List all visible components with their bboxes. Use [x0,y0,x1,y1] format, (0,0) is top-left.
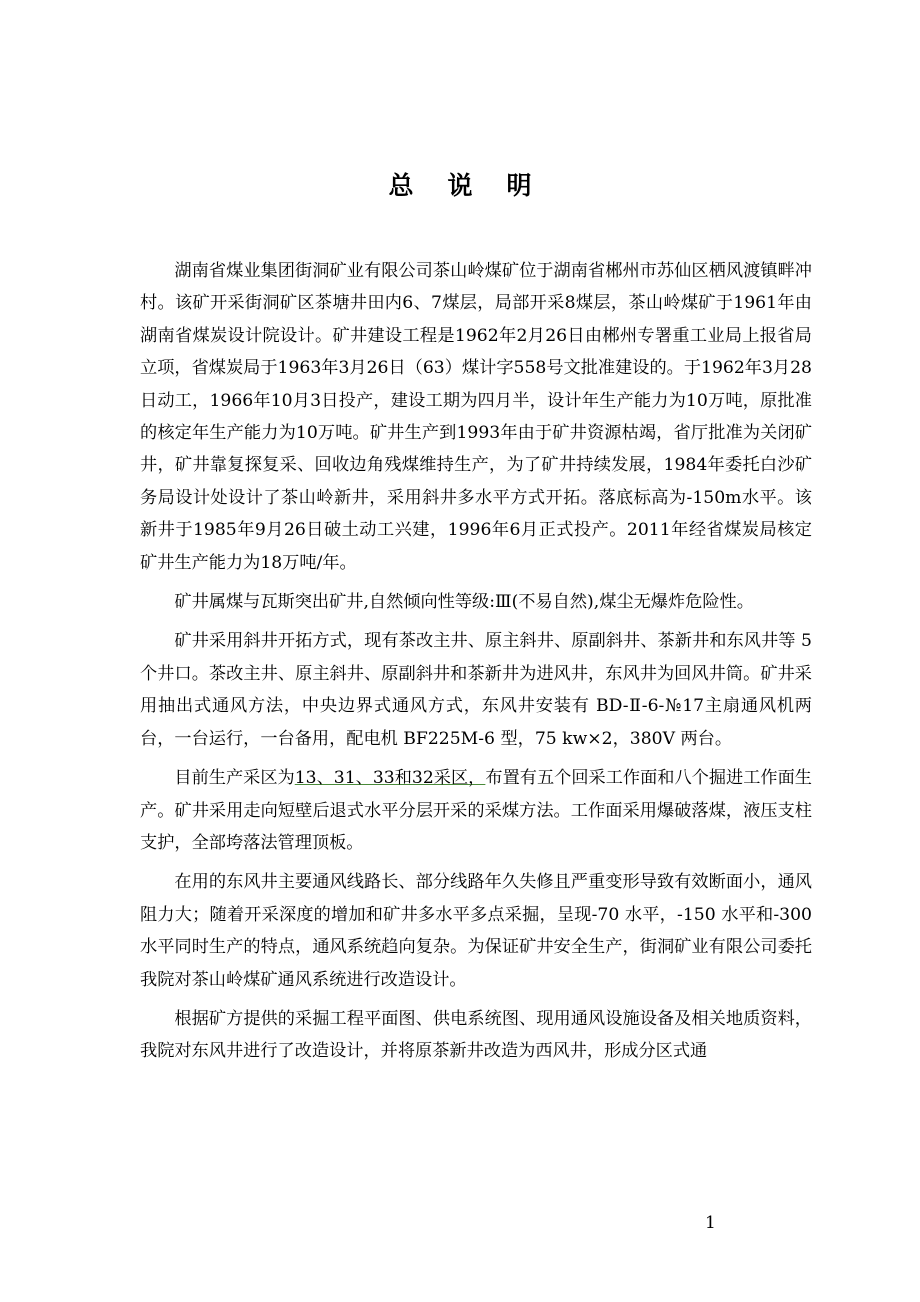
title-char-3: 明 [506,171,532,200]
title-char-1: 总 [388,171,414,200]
paragraph-ventilation-issues: 在用的东风井主要通风线路长、部分线路年久失修且严重变形导致有效断面小，通风阻力大；随着开采深度的增加和矿井多水平多点采掘，呈现-70 水平，-150 水平和-300 水平同时生产的特点，通风系统趋向复杂。为保证矿井安全生产，街洞矿业有限公司委托我院对茶山岭煤矿通风系统进行改造设计。 [140,872,812,990]
mining-areas-list: 13、31、33和32采区， [294,768,486,789]
paragraph-hazard-rating: 矿井属煤与瓦斯突出矿井,自然倾向性等级:Ⅲ(不易自然),煤尘无爆炸危险性。 [174,592,754,613]
title-char-2: 说 [447,171,473,200]
mining-areas-detail: 布置有五个回采工作面和八个掘进工作面生产。矿井采用走向短壁后退式水平分层开采的采煤方法。工作面采用爆破落煤，液压支柱支护，全部垮落法管理顶板。 [140,768,812,853]
paragraph-overview: 湖南省煤业集团街洞矿业有限公司茶山岭煤矿位于湖南省郴州市苏仙区栖风渡镇畔冲村。该矿开采街洞矿区茶塘井田内6、7煤层，局部开采8煤层，茶山岭煤矿于1961年由湖南省煤炭设计院设计。矿井建设工程是1962年2月26日由郴州专署重工业局上报省局立项，省煤炭局于1963年3月26日（63）煤计字558号文批准建设的。于1962年3月28日动工，1966年10月3日投产，建设工期为四月半，设计年生产能力为10万吨，原批准的核定年生产能力为10万吨。矿井生产到1993年由于矿井资源枯竭，省厅批准为关闭矿井，矿井靠复探复采、回收边角残煤维持生产，为了矿井持续发展，1984年委托白沙矿务局设计处设计了茶山岭新井，采用斜井多水平方式开拓。落底标高为-150m水平。该新井于1985年9月26日破土动工兴建，1996年6月正式投产。2011年经省煤炭局核定矿井生产能力为18万吨/年。 [140,261,812,573]
page-title [0,166,920,202]
page-number: 1 [705,1213,716,1233]
paragraph-development-method: 矿井采用斜井开拓方式，现有茶改主井、原主斜井、原副斜井、茶新井和东风井等 5 个井口。茶改主井、原主斜井、原副斜井和茶新井为进风井，东风井为回风井筒。矿井采用抽出式通风方法，中央边界式通风方式，东风井安装有 BD-Ⅱ-6-№17主扇通风机两台，一台运行，一台备用，配电机 BF225M-6 型，75 kw×2，380V 两台。 [140,631,812,749]
paragraph-design-basis: 根据矿方提供的采掘工程平面图、供电系统图、现用通风设施设备及相关地质资料，我院对东风井进行了改造设计，并将原茶新井改造为西风井，形成分区式通 [140,1008,812,1062]
mining-areas-intro: 目前生产采区为 [174,768,295,789]
paragraph-mining-areas [140,762,812,859]
document-body [140,255,812,1068]
